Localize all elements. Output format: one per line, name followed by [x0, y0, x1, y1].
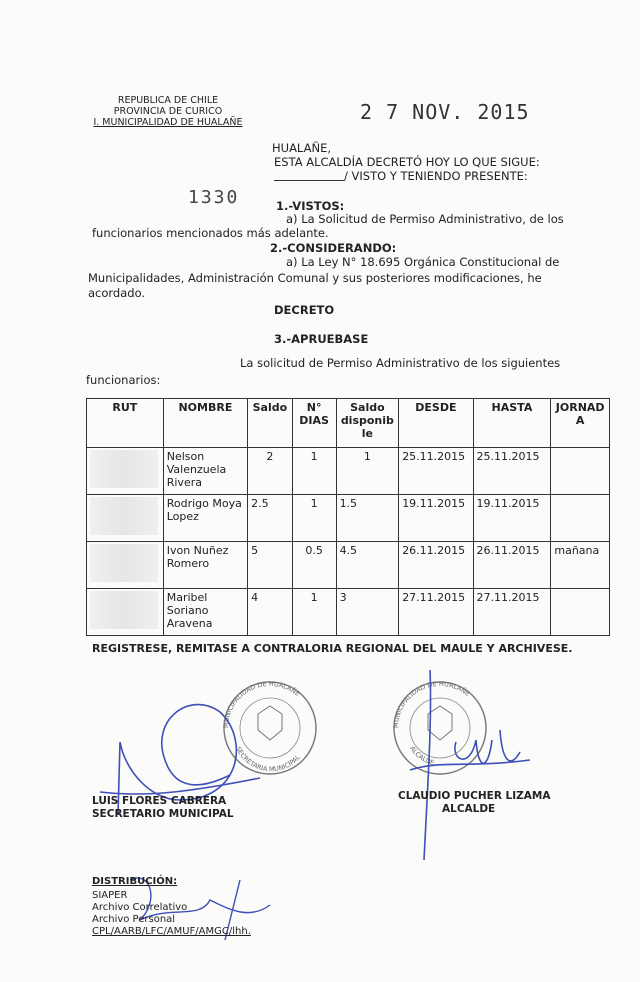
secretary-name: LUIS FLORES CABRERA: [92, 795, 227, 807]
cell-hasta: 25.11.2015: [473, 448, 551, 495]
cell-desde: 27.11.2015: [399, 589, 473, 636]
cell-hasta: 19.11.2015: [473, 495, 551, 542]
cell-dias: 1: [292, 589, 336, 636]
distribution-item: CPL/AARB/LFC/AMUF/AMGC/lhh.: [92, 926, 251, 937]
mayor-seal-icon: [392, 680, 486, 774]
cell-jornada: mañana: [551, 542, 610, 589]
distribution-heading: DISTRIBUCIÓN:: [92, 876, 178, 887]
cell-dias: 1: [292, 448, 336, 495]
cell-desde: 19.11.2015: [399, 495, 473, 542]
col-hasta: HASTA: [473, 399, 551, 448]
decreto-heading: DECRETO: [274, 303, 335, 317]
col-dias: N° DIAS: [292, 399, 336, 448]
vistos-heading: 1.-VISTOS:: [276, 199, 345, 213]
stamp-left-bottom-text: SECRETARIA MUNICIPAL: [234, 745, 302, 774]
considerando-text-a: a) La Ley N° 18.695 Orgánica Constitucional de: [286, 255, 560, 269]
cell-disponible: 1.5: [336, 495, 399, 542]
header-municipalidad: I. MUNICIPALIDAD DE HUALAÑE: [93, 117, 243, 128]
city-line: HUALAÑE,: [272, 141, 331, 155]
vistos-text-b: funcionarios mencionados más adelante.: [92, 226, 329, 240]
mayor-name: CLAUDIO PUCHER LIZAMA: [398, 790, 551, 802]
decree-line: ESTA ALCALDÍA DECRETÓ HOY LO QUE SIGUE:: [274, 155, 540, 169]
cell-hasta: 27.11.2015: [473, 589, 551, 636]
cell-saldo: 2: [248, 448, 293, 495]
cell-saldo: 5: [248, 542, 293, 589]
cell-dias: 1: [292, 495, 336, 542]
col-desde: DESDE: [399, 399, 473, 448]
cell-saldo: 4: [248, 589, 293, 636]
cell-nombre: Maribel Soriano Aravena: [163, 589, 247, 636]
col-nombre: NOMBRE: [163, 399, 247, 448]
header-republica: REPUBLICA DE CHILE: [117, 95, 219, 106]
stamp-right-top-text: MUNICIPALIDAD DE HUALAÑE: [391, 679, 472, 729]
distribution-item: Archivo Personal: [92, 914, 176, 925]
decreto-text-b: funcionarios:: [86, 373, 161, 387]
cell-desde: 25.11.2015: [399, 448, 473, 495]
cell-nombre: Rodrigo Moya Lopez: [163, 495, 247, 542]
closing-statement: REGISTRESE, REMITASE A CONTRALORIA REGIONAL DEL MAULE Y ARCHIVESE.: [92, 642, 573, 655]
apruebase-heading: 3.-APRUEBASE: [274, 332, 369, 346]
distribution-item: SIAPER: [92, 890, 128, 901]
stamp-left-top-text: MUNICIPALIDAD DE HUALAÑE: [221, 679, 302, 729]
col-rut: RUT: [87, 399, 164, 448]
considerando-heading: 2.-CONSIDERANDO:: [270, 241, 397, 255]
distribution-item: Archivo Correlativo: [92, 902, 188, 913]
cell-nombre: Nelson Valenzuela Rivera: [163, 448, 247, 495]
cell-disponible: 3: [336, 589, 399, 636]
cell-hasta: 26.11.2015: [473, 542, 551, 589]
date-stamp: 2 7 NOV. 2015: [360, 100, 530, 124]
decree-number: 1330: [188, 187, 240, 208]
secretary-role: SECRETARIO MUNICIPAL: [92, 808, 234, 820]
cell-disponible: 4.5: [336, 542, 399, 589]
considerando-text-c: acordado.: [88, 286, 146, 300]
cell-nombre: Ivon Nuñez Romero: [163, 542, 247, 589]
header-provincia: PROVINCIA DE CURICO: [113, 106, 223, 117]
vistos-text-a: a) La Solicitud de Permiso Administrativo, de los: [286, 212, 564, 226]
cell-desde: 26.11.2015: [399, 542, 473, 589]
cell-dias: 0.5: [292, 542, 336, 589]
mayor-role: ALCALDE: [442, 803, 496, 815]
stamp-right-bottom-text: ALCALDE: [408, 744, 436, 767]
cell-disponible: 1: [336, 448, 399, 495]
considerando-text-b: Municipalidades, Administración Comunal y sus posteriores modificaciones, he: [88, 271, 542, 285]
col-saldo: Saldo: [248, 399, 293, 448]
visto-line: / VISTO Y TENIENDO PRESENTE:: [344, 169, 528, 183]
cell-saldo: 2.5: [248, 495, 293, 542]
decreto-text-a: La solicitud de Permiso Administrativo de los siguientes: [240, 356, 561, 370]
col-jornada: JORNAD A: [551, 399, 610, 448]
col-disponible: Saldo disponib le: [336, 399, 399, 448]
mayor-signature-icon: [410, 670, 530, 860]
